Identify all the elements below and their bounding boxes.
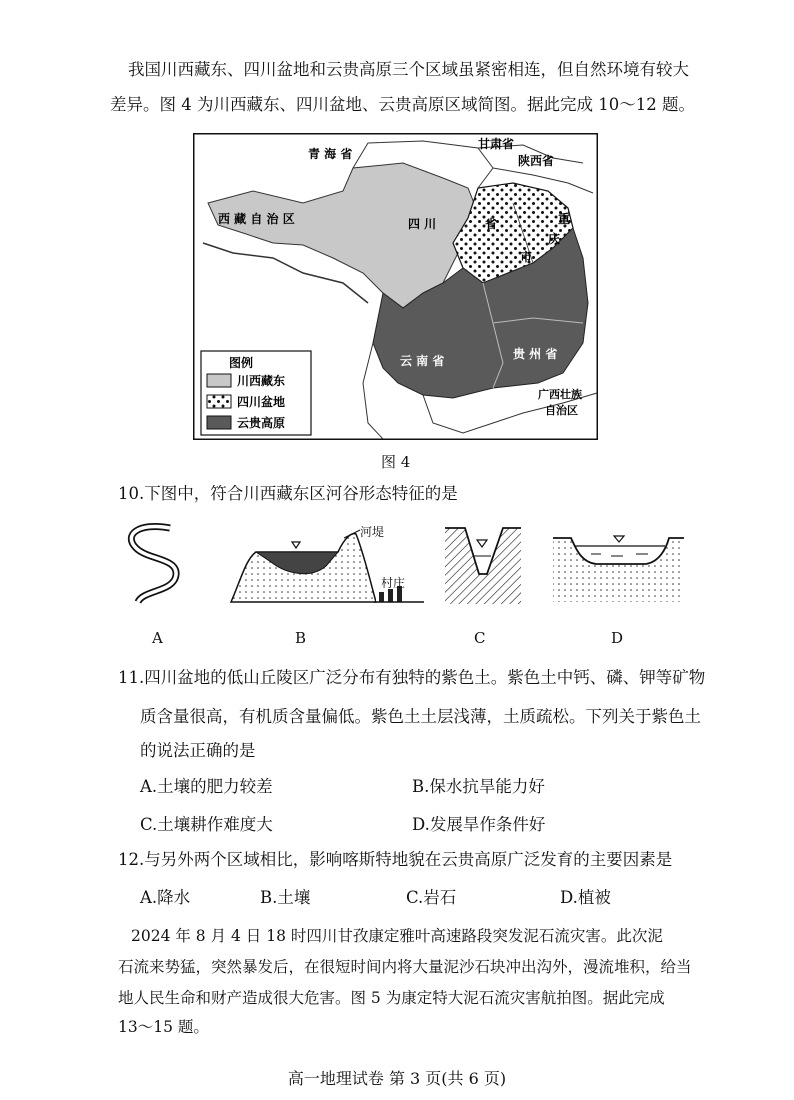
label-yunnan: 云 南 省 (400, 354, 445, 368)
label-guangxi-2: 自治区 (545, 404, 578, 417)
q10-stem: 10.下图中，符合川西藏东区河谷形态特征的是 (118, 484, 458, 503)
passage2-line-1: 2024 年 8 月 4 日 18 时四川甘孜康定雅叶高速路段突发泥石流灾害。此次泥 (131, 927, 663, 945)
q10-diagram-a (118, 520, 198, 610)
passage2-line-3: 地人民生命和财产造成很大危害。图 5 为康定特大泥石流灾害航拍图。据此完成 (118, 989, 665, 1007)
q11-option-b[interactable]: B.保水抗旱能力好 (412, 777, 545, 796)
label-chongqing-3: 市 (520, 250, 533, 264)
map-caption: 图 4 (381, 453, 411, 471)
legend-title: 图例 (229, 356, 254, 370)
q12-option-c[interactable]: C.岩石 (406, 888, 457, 907)
q10-option-d[interactable]: D (611, 629, 624, 647)
q12-stem: 12.与另外两个区域相比，影响喀斯特地貌在云贵高原广泛发育的主要因素是 (118, 850, 673, 869)
intro-line-1: 我国川西藏东、四川盆地和云贵高原三个区域虽紧密相连，但自然环境有较大 (128, 60, 689, 79)
label-chongqing-2: 庆 (548, 232, 561, 246)
legend-swatch-chuanxi (207, 374, 231, 387)
label-chongqing-1: 重 (558, 212, 571, 226)
legend-swatch-basin (207, 395, 231, 408)
legend-label-basin: 四川盆地 (237, 395, 286, 409)
label-tibet: 西 藏 自 治 区 (218, 212, 295, 226)
label-guizhou: 贵 州 省 (513, 347, 558, 361)
q12-option-d[interactable]: D.植被 (560, 888, 611, 907)
passage2-line-4: 13～15 题。 (118, 1018, 209, 1036)
region-map (193, 133, 598, 440)
q10-option-c[interactable]: C (474, 629, 486, 647)
q10-label-dike: 河堤 (360, 525, 385, 539)
q12-option-b[interactable]: B.土壤 (260, 888, 311, 907)
intro-line-2: 差异。图 4 为川西藏东、四川盆地、云贵高原区域简图。据此完成 10～12 题。 (110, 95, 695, 114)
label-qinghai: 青 海 省 (308, 147, 353, 161)
label-shaanxi: 陕西省 (518, 154, 555, 168)
label-guangxi-1: 广西壮族 (538, 388, 582, 401)
q12-option-a[interactable]: A.降水 (140, 888, 191, 907)
legend-label-chuanxi: 川西藏东 (237, 374, 286, 388)
q10-diagram-d (551, 534, 686, 604)
legend-label-plateau: 云贵高原 (237, 416, 286, 430)
q11-line-3: 的说法正确的是 (140, 741, 256, 760)
q10-diagram-c (443, 526, 523, 606)
label-sichuan: 四 川 (408, 217, 437, 231)
label-gansu: 甘肃省 (478, 137, 515, 151)
q11-option-c[interactable]: C.土壤耕作难度大 (140, 815, 273, 834)
page-footer: 高一地理试卷 第 3 页(共 6 页) (287, 1069, 507, 1088)
legend-swatch-plateau (207, 416, 231, 429)
q10-option-a[interactable]: A (152, 629, 163, 647)
q11-option-d[interactable]: D.发展旱作条件好 (412, 815, 546, 834)
q11-option-a[interactable]: A.土壤的肥力较差 (140, 777, 273, 796)
q10-option-b[interactable]: B (295, 629, 307, 647)
q11-line-2: 质含量很高，有机质含量偏低。紫色土土层浅薄，土质疏松。下列关于紫色土 (140, 707, 701, 726)
q10-diagram-b (226, 524, 426, 604)
passage2-line-2: 石流来势猛，突然暴发后，在很短时间内将大量泥沙石块冲出沟外，漫流堆积，给当 (118, 958, 692, 976)
q11-line-1: 11.四川盆地的低山丘陵区广泛分布有独特的紫色土。紫色土中钙、磷、钾等矿物 (118, 668, 706, 687)
label-sheng: 省 (485, 217, 498, 231)
q10-label-village: 村庄 (381, 576, 406, 590)
